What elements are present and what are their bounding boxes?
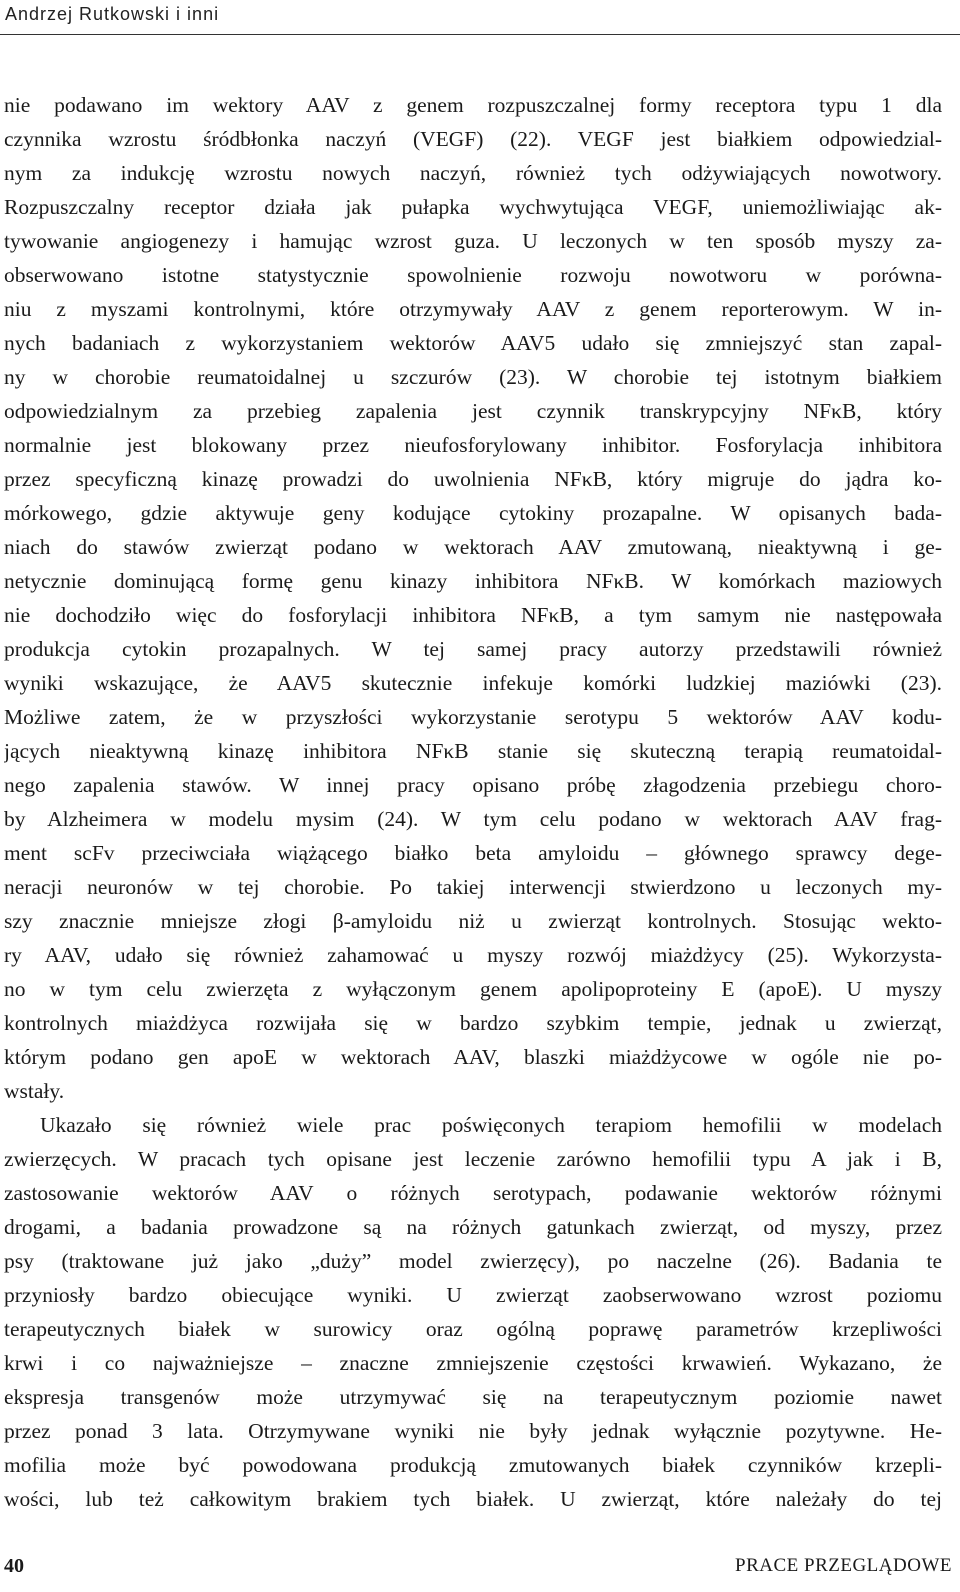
text-line: nym za indukcję wzrostu nowych naczyń, również tych odżywiających nowotwory. — [4, 161, 942, 185]
text-line: Rozpuszczalny receptor działa jak pułapka wychwytująca VEGF, uniemożliwiając ak- — [4, 195, 942, 219]
running-header: Andrzej Rutkowski i inni — [5, 4, 220, 24]
text-line: psy (traktowane już jako „duży” model zwierzęcy), po naczelne (26). Badania te — [4, 1249, 942, 1273]
page-number: 40 — [4, 1555, 24, 1577]
text-line: ry AAV, udało się również zahamować u myszy rozwój miażdżycy (25). Wykorzysta- — [4, 943, 942, 967]
text-line: przez ponad 3 lata. Otrzymywane wyniki nie były jednak wyłącznie pozytywne. He- — [4, 1419, 942, 1443]
text-line: by Alzheimera w modelu mysim (24). W tym celu podano w wektorach AAV frag- — [4, 807, 942, 831]
text-line: szy znacznie mniejsze złogi β-amyloidu niż u zwierząt kontrolnych. Stosując wekto- — [4, 909, 942, 933]
paragraph-1 — [4, 88, 942, 1108]
text-line: ny w chorobie reumatoidalnej u szczurów (23). W chorobie tej istotnym białkiem — [4, 365, 942, 389]
text-line: ment scFv przeciwciała wiążącego białko beta amyloidu – głównego sprawcy dege- — [4, 841, 942, 865]
text-line: drogami, a badania prowadzone są na różnych gatunkach zwierząt, od myszy, przez — [4, 1215, 942, 1239]
text-line: krwi i co najważniejsze – znaczne zmniejszenie częstości krwawień. Wykazano, że — [4, 1351, 942, 1375]
text-line: zastosowanie wektorów AAV o różnych serotypach, podawanie wektorów różnymi — [4, 1181, 942, 1205]
text-line: wości, lub też całkowitym brakiem tych białek. U zwierząt, które należały do tej — [4, 1487, 942, 1511]
text-line: Możliwe zatem, że w przyszłości wykorzystanie serotypu 5 wektorów AAV kodu- — [4, 705, 942, 729]
text-line: nie dochodziło więc do fosforylacji inhibitora NFκB, a tym samym nie następowała — [4, 603, 942, 627]
text-line: produkcja cytokin prozapalnych. W tej samej pracy autorzy przedstawili również — [4, 637, 942, 661]
paragraph-2 — [4, 1108, 942, 1516]
page-footer — [0, 1546, 952, 1586]
text-line: Ukazało się również wiele prac poświęconych terapiom hemofilii w modelach — [40, 1113, 942, 1137]
text-line: czynnika wzrostu śródbłonka naczyń (VEGF) (22). VEGF jest białkiem odpowiedzial- — [4, 127, 942, 151]
text-line: tywowanie angiogenezy i hamując wzrost guza. U leczonych w ten sposób myszy za- — [4, 229, 942, 253]
text-line: którym podano gen apoE w wektorach AAV, blaszki miażdżycowe w ogóle nie po- — [4, 1045, 942, 1069]
text-line: kontrolnych miażdżyca rozwijała się w bardzo szybkim tempie, jednak u zwierząt, — [4, 1011, 942, 1035]
header-divider — [0, 34, 960, 35]
body-text — [4, 88, 942, 1516]
text-line: mofilia może być powodowana produkcją zmutowanych białek czynników krzepli- — [4, 1453, 942, 1477]
text-line: zwierzęcych. W pracach tych opisane jest leczenie zarówno hemofilii typu A jak i B, — [4, 1147, 942, 1171]
text-line: nych badaniach z wykorzystaniem wektorów AAV5 udało się zmniejszyć stan zapal- — [4, 331, 942, 355]
text-line: nie podawano im wektory AAV z genem rozpuszczalnej formy receptora typu 1 dla — [4, 93, 942, 117]
text-line: ekspresja transgenów może utrzymywać się na terapeutycznym poziomie nawet — [4, 1385, 942, 1409]
text-line: terapeutycznych białek w surowicy oraz ogólną poprawę parametrów krzepliwości — [4, 1317, 942, 1341]
text-line: nego zapalenia stawów. W innej pracy opisano próbę złagodzenia przebiegu choro- — [4, 773, 942, 797]
text-line: mórkowego, gdzie aktywuje geny kodujące cytokiny prozapalne. W opisanych bada- — [4, 501, 942, 525]
text-line: niach do stawów zwierząt podano w wektorach AAV zmutowaną, nieaktywną i ge- — [4, 535, 942, 559]
text-line: neracji neuronów w tej chorobie. Po takiej interwencji stwierdzono u leczonych my- — [4, 875, 942, 899]
text-line: obserwowano istotne statystycznie spowolnienie rozwoju nowotworu w porówna- — [4, 263, 942, 287]
text-line: niu z myszami kontrolnymi, które otrzymywały AAV z genem reporterowym. W in- — [4, 297, 942, 321]
text-line: wyniki wskazujące, że AAV5 skutecznie infekuje komórki ludzkiej maziówki (23). — [4, 671, 942, 695]
text-line: przez specyficzną kinazę prowadzi do uwolnienia NFκB, który migruje do jądra ko- — [4, 467, 942, 491]
text-line: netycznie dominującą formę genu kinazy inhibitora NFκB. W komórkach maziowych — [4, 569, 942, 593]
text-line: wstały. — [4, 1079, 65, 1103]
journal-section-name: PRACE PRZEGLĄDOWE — [735, 1555, 952, 1576]
text-line: no w tym celu zwierzęta z wyłączonym genem apolipoproteiny E (apoE). U myszy — [4, 977, 942, 1001]
text-line: przyniosły bardzo obiecujące wyniki. U zwierząt zaobserwowano wzrost poziomu — [4, 1283, 942, 1307]
text-line: odpowiedzialnym za przebieg zapalenia jest czynnik transkrypcyjny NFκB, który — [4, 399, 942, 423]
text-line: jących nieaktywną kinazę inhibitora NFκB stanie się skuteczną terapią reumatoidal- — [4, 739, 942, 763]
text-line: normalnie jest blokowany przez nieufosforylowany inhibitor. Fosforylacja inhibitora — [4, 433, 942, 457]
